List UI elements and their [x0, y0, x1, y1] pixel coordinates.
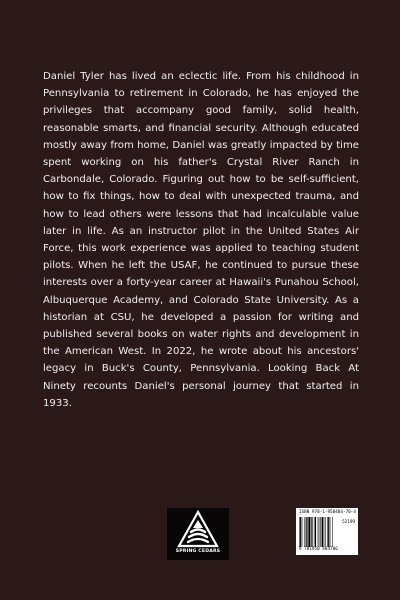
barcode-bar: [330, 517, 331, 547]
barcode-bar: [299, 517, 300, 547]
barcode-bar: [332, 517, 333, 547]
barcode-bar: [314, 517, 315, 547]
back-cover-blurb: Daniel Tyler has lived an eclectic life. From his childhood in Pennsylvania to retirement in Colorado, he has enjoyed the privileges that accompany good family, solid health, reasonable smarts, and financial security. Although educated mostly away from home, Daniel was greatly impacted by time spent working on his father's Crystal River Ranch in Carbondale, Colorado. Figuring out how to be self-sufficient, how to fix things, how to deal with unexpected trauma, and how to lead others were lessons that had incalculable value later in life. As an instructor pilot in the United States Air Force, this work experience was applied to teaching student pilots. When he left the USAF, he continued to pursue these interests over a forty-year career at Hawaii's Punahou School, Albuquerque Academy, and Colorado State University. As a historian at CSU, he developed a passion for writing and published several books on water rights and development in the American West. In 2022, he wrote about his ancestors' legacy in Buck's County, Pennsylvania. Looking Back At Ninety recounts Daniel's personal journey that started in 1933.: [43, 71, 359, 409]
price-code: 52199: [342, 520, 355, 525]
barcode-bar: [304, 517, 305, 547]
barcode-bar: [300, 517, 301, 547]
barcode-bar: [306, 517, 307, 547]
barcode-bar: [328, 517, 329, 547]
barcode-bar: [307, 517, 308, 547]
isbn-barcode: [296, 508, 358, 555]
publisher-logo: [167, 508, 229, 560]
barcode-number: 9 781950 484706: [299, 547, 338, 552]
barcode-bar: [325, 517, 326, 547]
barcode-bar: [311, 517, 312, 547]
barcode-bar: [308, 517, 310, 547]
barcode-bar: [319, 517, 320, 547]
barcode-bar: [315, 517, 316, 547]
barcode-bar: [318, 517, 319, 547]
publisher-name: SPRING CEDARS: [175, 549, 221, 554]
barcode-bars-icon: [299, 517, 341, 547]
barcode-bar: [327, 517, 328, 547]
barcode-bar: [302, 517, 303, 547]
barcode-bar: [312, 517, 313, 547]
tree-icon: [167, 508, 229, 550]
barcode-bar: [320, 517, 321, 547]
isbn-label: ISBN 978-1-950484-70-4: [299, 510, 356, 515]
barcode-bar: [322, 517, 324, 547]
barcode-bar: [324, 517, 325, 547]
